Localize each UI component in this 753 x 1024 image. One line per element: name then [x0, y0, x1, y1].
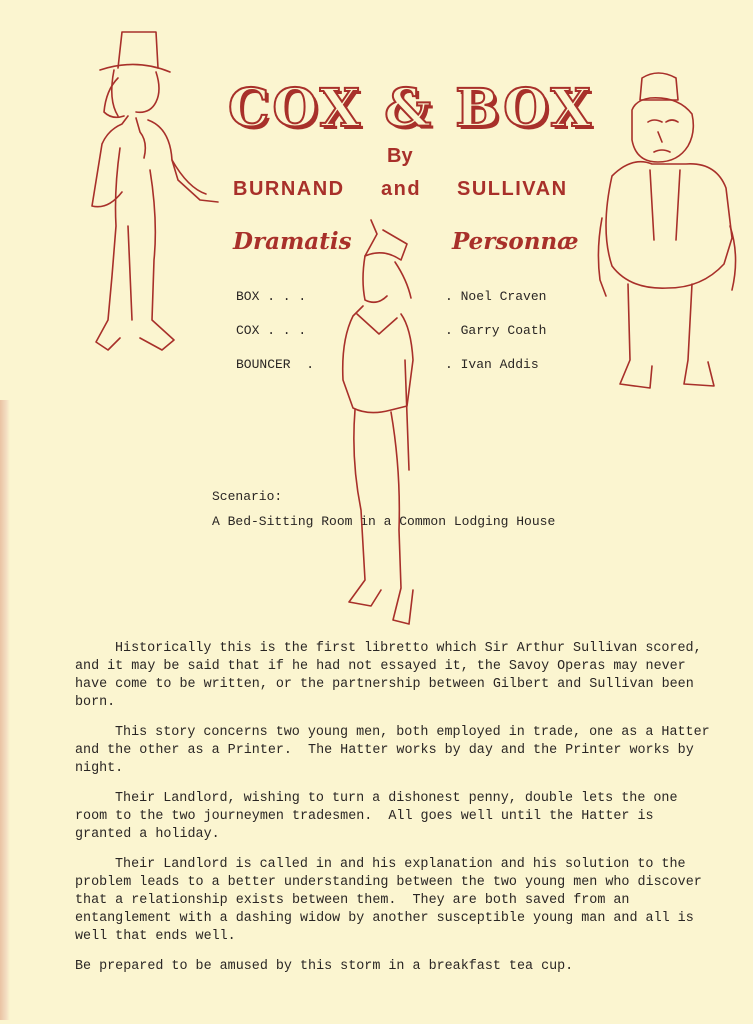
closing-line: Be prepared to be amused by this storm in a breakfast tea cup.: [75, 959, 574, 974]
scenario-label: Scenario:: [212, 489, 283, 504]
personae-heading: Personnæ: [452, 228, 579, 255]
scenario-text: A Bed-Sitting Room in a Common Lodging House: [212, 514, 556, 529]
cast-actor-cox: . Garry Coath: [445, 323, 547, 338]
standing-man-illustration: [335, 210, 435, 630]
synopsis-paragraph-4: Their Landlord is called in and his explanation and his solution to the problem leads to a better understanding between the two young men who discover that a relationship exists between them. They are both saved from an entanglement with a dashing widow by another susceptible young man and all is well that ends well.: [75, 857, 710, 944]
stout-man-illustration: [592, 70, 742, 400]
synopsis-paragraph-2: This story concerns two young men, both employed in trade, one as a Hatter and the other as a Printer. The Hatter works by day and the Printer works by night.: [75, 725, 718, 776]
author-burnand: BURNAND: [233, 178, 345, 200]
title-banner: [228, 78, 594, 139]
synopsis-paragraph-3: Their Landlord, wishing to turn a dishonest penny, double lets the one room to the two journeymen tradesmen. All goes well until the Hatter is granted a holiday.: [75, 791, 686, 842]
authors-and: and: [381, 178, 422, 200]
cast-actor-bouncer: . Ivan Addis: [445, 357, 539, 372]
top-hat-man-illustration: [78, 20, 228, 370]
synopsis: [75, 640, 718, 988]
cast-actor-box: . Noel Craven: [445, 289, 547, 304]
title-text: COX & BOX: [228, 78, 594, 139]
cast-role-cox: COX . . .: [236, 323, 307, 338]
author-sullivan: SULLIVAN: [457, 178, 568, 200]
by-label: By: [387, 145, 413, 167]
paper-edge-stain: [0, 400, 10, 1020]
dramatis-heading: Dramatis: [233, 228, 352, 255]
cast-role-box: BOX . . .: [236, 289, 307, 304]
cast-role-bouncer: BOUNCER .: [236, 357, 315, 372]
synopsis-paragraph-1: Historically this is the first libretto which Sir Arthur Sullivan scored, and it may be said that if he had not essayed it, the Savoy Operas may never have come to be written, or the partnership between Gilbert and Sullivan been born.: [75, 641, 710, 710]
